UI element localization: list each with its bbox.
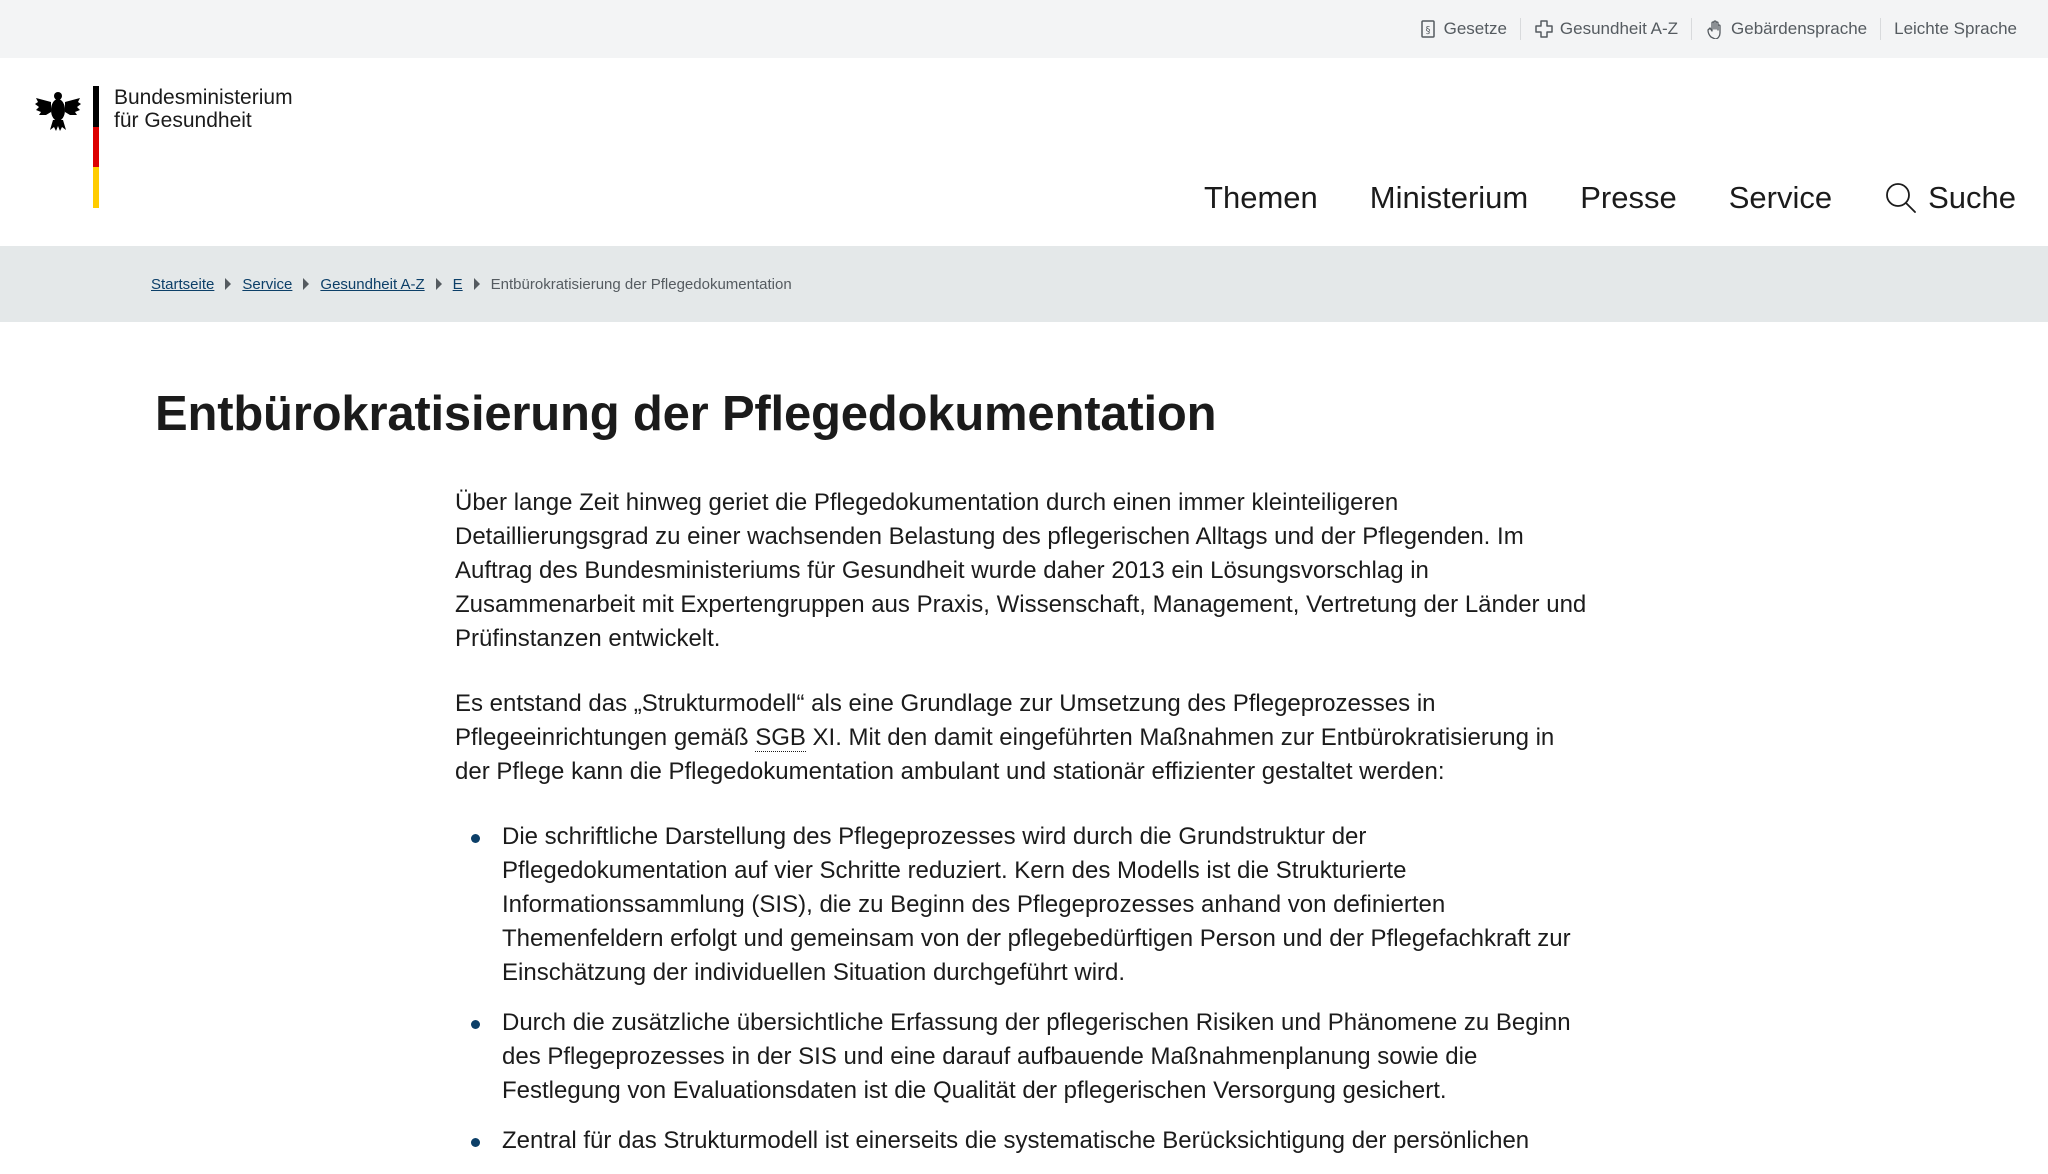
chevron-right-icon: [474, 278, 480, 290]
paragraph-text: XI. Mit den damit eingeführten Maßnahmen zur Entbürokratisierung in der Pflege kann die Pflegedokumentation ambulant und stationär effizienter gestaltet werden:: [455, 724, 1555, 785]
paragraph: Über lange Zeit hinweg geriet die Pflegedokumentation durch einen immer kleinteiligeren Detaillierungsgrad zu einer wachsenden Belastung des pflegerischen Alltags und der Pflegenden. Im Auftrag des Bundesministeriums für Gesundheit wurde daher 2013 ein Lösungsvorschlag in Zusammenarbeit mit Expertengruppen aus Praxis, Wissenschaft, Management, Vertretung der Länder und Prüfinstanzen entwickelt.: [455, 489, 1587, 652]
nav-label: Presse: [1580, 180, 1677, 215]
breadcrumb-link-startseite[interactable]: Startseite: [151, 275, 215, 293]
nav-label: Themen: [1204, 180, 1318, 215]
german-flag-bar: [93, 86, 99, 208]
list-item: Durch die zusätzliche übersichtliche Erfassung der pflegerischen Risiken und Phänomene zu Beginn des Pflegeprozesses in der SIS und eine darauf aufbauende Maßnahmenplanung sowie die Festlegung von Evaluationsdaten ist die Qualität der pflegerischen Versorgung gesichert.: [455, 1006, 1595, 1108]
medical-cross-icon: [1534, 19, 1554, 39]
site-header: [0, 58, 2048, 246]
nav-label: Suche: [1928, 180, 2016, 215]
nav-presse[interactable]: [1580, 180, 1676, 216]
utility-link-gebaerdensprache[interactable]: [1691, 18, 1880, 40]
breadcrumb-link-gesundheit-a-z[interactable]: Gesundheit A-Z: [320, 275, 425, 293]
utility-label: Leichte Sprache: [1894, 19, 2017, 38]
nav-suche[interactable]: [1884, 180, 2016, 216]
chevron-right-icon: [225, 278, 231, 290]
breadcrumb-list: [151, 276, 792, 293]
breadcrumb-link-service[interactable]: Service: [242, 275, 293, 293]
federal-eagle-icon: [34, 88, 82, 132]
utility-link-gesundheit-a-z[interactable]: [1520, 18, 1691, 40]
abbreviation-sgb[interactable]: SGB: [755, 724, 806, 751]
utility-link-gesetze[interactable]: [1405, 18, 1520, 40]
breadcrumb: [0, 246, 2048, 322]
bullet-list: [455, 820, 1595, 1158]
nav-label: Service: [1728, 180, 1833, 215]
list-item: Die schriftliche Darstellung des Pflegeprozesses wird durch die Grundstruktur der Pflegedokumentation auf vier Schritte reduziert. Kern des Modells ist die Strukturierte Informationssammlung (SIS), die zu Beginn des Pflegeprozesses anhand von definierten Themenfeldern erfolgt und gemeinsam von der pflegebedürftigen Person und der Pflegefachkraft zur Einschätzung der individuellen Situation durchgeführt wird.: [455, 820, 1595, 990]
paragraph-text: Es entstand das „Strukturmodell“ als eine Grundlage zur Umsetzung des Pflegeprozesses in Pflegeeinrichtungen gemäß: [455, 690, 1436, 751]
logo-line-1: Bundesministerium: [114, 86, 293, 109]
breadcrumb-link-e[interactable]: E: [452, 275, 463, 293]
chevron-right-icon: [436, 278, 442, 290]
utility-label: Gesundheit A-Z: [1559, 19, 1679, 38]
sign-language-hand-icon: [1705, 19, 1725, 39]
paragraph: [455, 687, 1595, 789]
nav-ministerium[interactable]: [1370, 180, 1528, 216]
article-body: [455, 486, 1595, 1174]
ministry-logo[interactable]: [34, 86, 314, 236]
svg-text:§: §: [1425, 25, 1431, 36]
utility-bar: [0, 0, 2048, 58]
page-title: Entbürokratisierung der Pflegedokumentation: [155, 387, 1217, 441]
search-icon: [1884, 181, 1918, 215]
logo-text: [114, 86, 293, 132]
nav-themen[interactable]: [1204, 180, 1318, 216]
breadcrumb-current: Entbürokratisierung der Pflegedokumentation: [490, 275, 792, 293]
list-item: Zentral für das Strukturmodell ist einerseits die systematische Berücksichtigung der persönlichen: [455, 1124, 1595, 1158]
utility-link-leichte-sprache[interactable]: [1880, 18, 2017, 40]
logo-line-2: für Gesundheit: [114, 109, 252, 132]
law-book-icon: [1418, 19, 1438, 39]
chevron-right-icon: [303, 278, 309, 290]
nav-label: Ministerium: [1369, 180, 1529, 215]
main-navigation: [1204, 180, 2016, 216]
utility-label: Gebärdensprache: [1731, 19, 1868, 38]
nav-service[interactable]: [1729, 180, 1832, 216]
utility-label: Gesetze: [1443, 19, 1507, 38]
